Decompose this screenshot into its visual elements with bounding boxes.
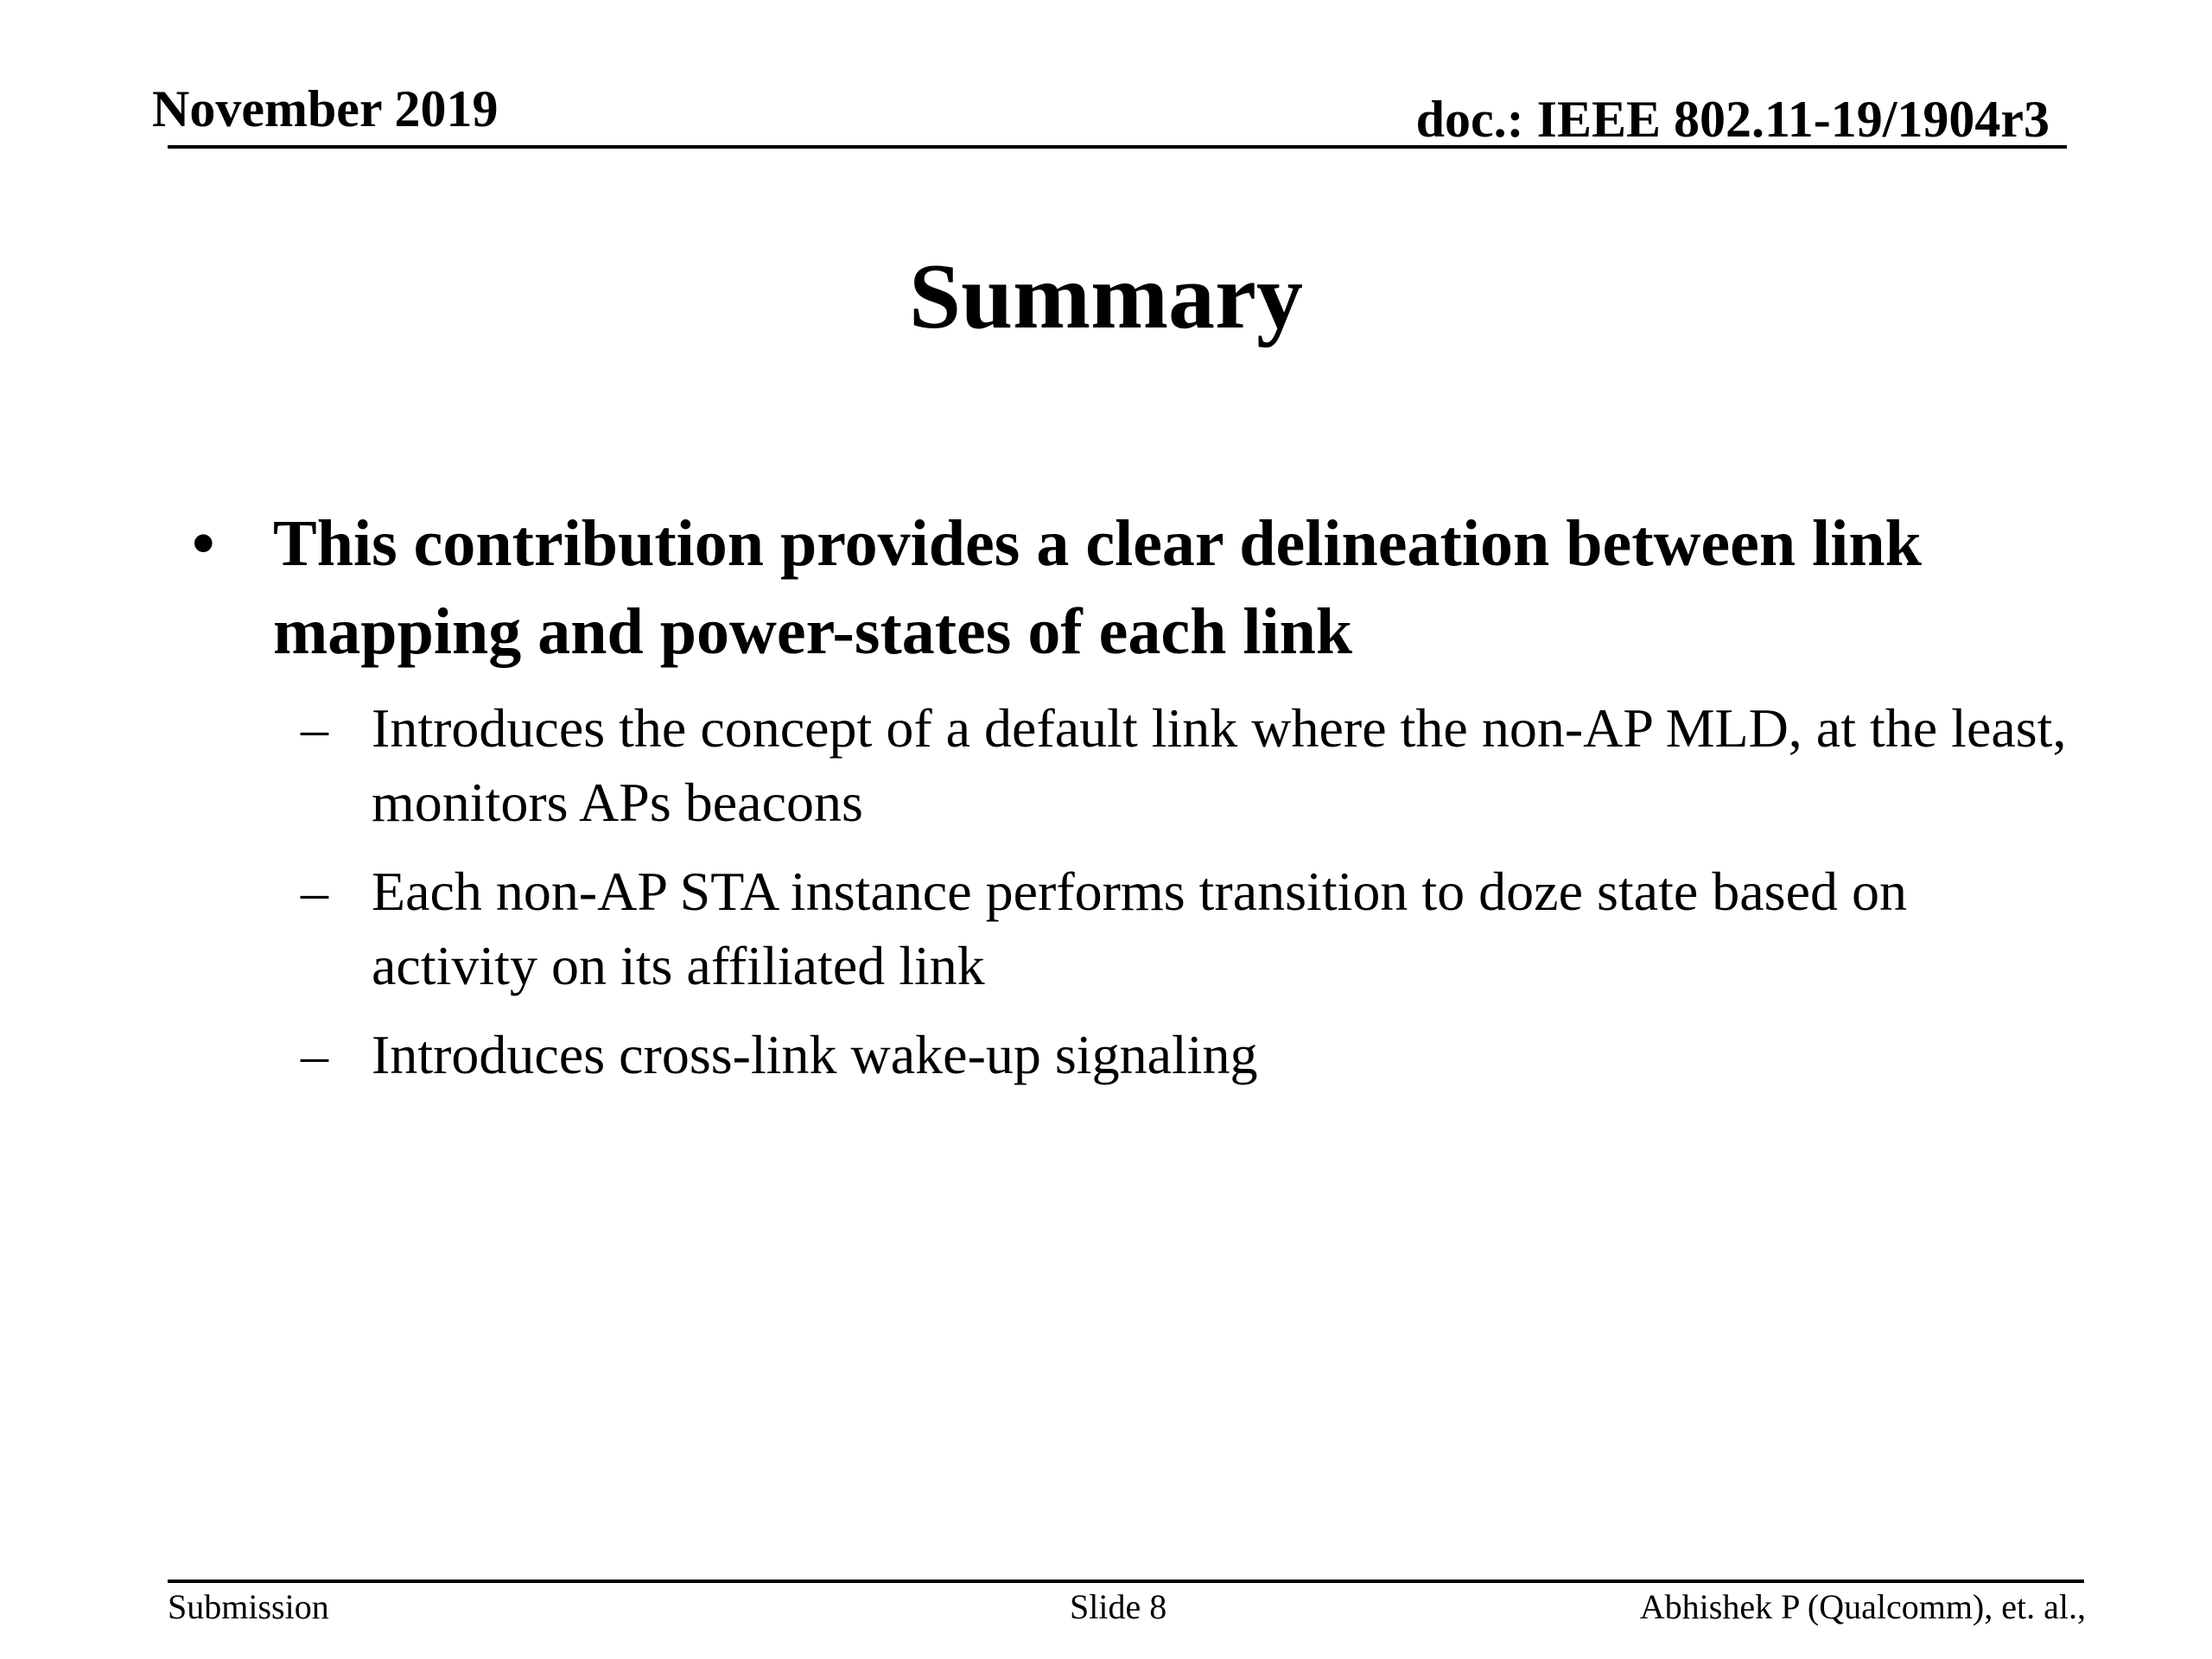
footer-slide-number: Slide 8 xyxy=(1070,1587,1167,1626)
footer-submission: Submission xyxy=(168,1587,329,1626)
sub-bullet-item xyxy=(301,691,2082,840)
sub-bullet-list xyxy=(301,691,2082,1107)
dash-marker: – xyxy=(301,697,328,759)
main-bullet-text: This contribution provides a clear delineation between link mapping and power-states of each link xyxy=(273,507,1922,668)
header-doc-id: doc.: IEEE 802.11-19/1904r3 xyxy=(1415,91,2050,148)
dash-marker: – xyxy=(301,861,328,922)
dash-marker: – xyxy=(301,1024,328,1085)
sub-bullet-text: Introduces the concept of a default link where the non-AP MLD, at the least, monitors APs beacons xyxy=(372,697,2067,833)
header-divider xyxy=(168,145,2067,149)
sub-bullet-text: Each non-AP STA instance performs transition to doze state based on activity on its affiliated link xyxy=(372,861,1907,996)
sub-bullet-item xyxy=(301,1018,2082,1092)
footer-divider xyxy=(168,1580,2084,1583)
bullet-marker: • xyxy=(192,507,215,580)
header-date: November 2019 xyxy=(152,80,499,137)
footer-author: Abhishek P (Qualcomm), et. al., xyxy=(1639,1587,2086,1626)
sub-bullet-item xyxy=(301,855,2082,1003)
slide-title: Summary xyxy=(909,245,1303,348)
sub-bullet-text: Introduces cross-link wake-up signaling xyxy=(372,1024,1258,1085)
